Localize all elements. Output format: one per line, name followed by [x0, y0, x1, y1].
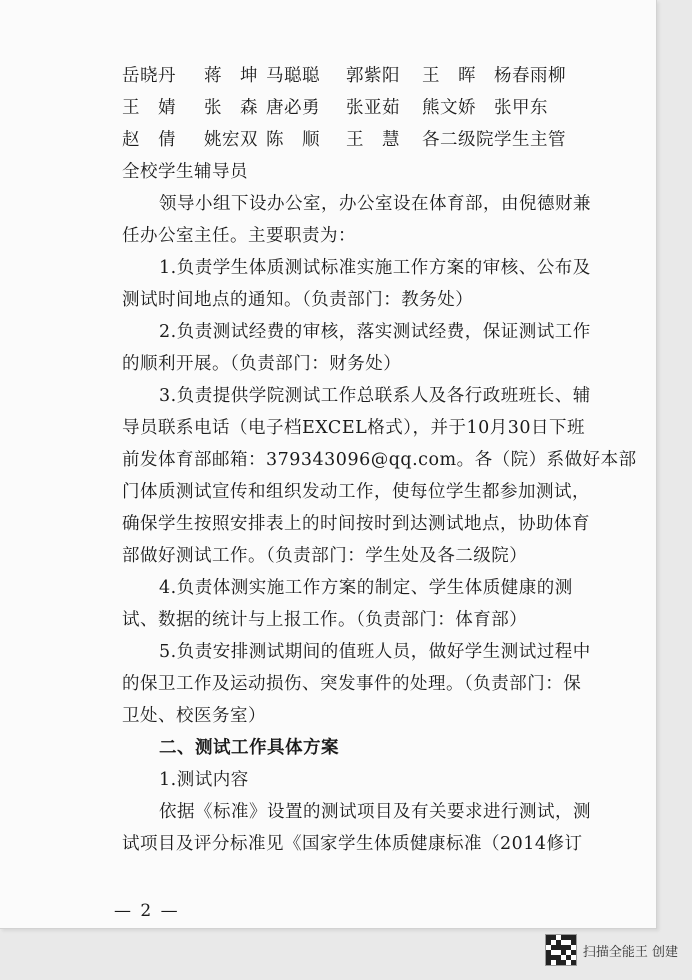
duty-3-line: 确保学生按照安排表上的时间按时到达测试地点，协助体育 — [122, 514, 590, 534]
name: 蒋 坤 — [204, 66, 258, 86]
name: 唐必勇 — [266, 98, 320, 118]
duty-3-line: 部做好测试工作。（负责部门：学生处及各二级院） — [122, 546, 528, 566]
name: 张甲东 — [494, 98, 548, 118]
section-heading: 二、测试工作具体方案 — [159, 738, 339, 758]
name: 熊文娇 — [422, 98, 476, 118]
name: 马聪聪 — [266, 66, 320, 86]
duty-3-line: 前发体育部邮箱：379343096@qq.com。各（院）系做好本部 — [122, 450, 637, 470]
name: 杨春雨柳 — [494, 66, 566, 86]
duty-3-line: 3.负责提供学院测试工作总联系人及各行政班班长、辅 — [159, 386, 591, 406]
name: 岳晓丹 — [122, 66, 176, 86]
name-row-3 — [122, 124, 622, 156]
duty-5-line: 5.负责安排测试期间的值班人员，做好学生测试过程中 — [159, 642, 591, 662]
name-row-1 — [122, 60, 622, 92]
name: 张亚茹 — [346, 98, 400, 118]
qr-code-icon — [545, 934, 577, 966]
duty-2-line: 的顺利开展。（负责部门：财务处） — [122, 354, 402, 374]
name: 王 婧 — [122, 98, 176, 118]
duty-1-line: 测试时间地点的通知。（负责部门：教务处） — [122, 290, 474, 310]
name: 姚宏双 — [204, 130, 258, 150]
paragraph-line: 领导小组下设办公室，办公室设在体育部，由倪德财兼 — [159, 194, 591, 214]
scanner-label: 扫描全能王 创建 — [582, 944, 678, 960]
duty-5-line: 的保卫工作及运动损伤、突发事件的处理。（负责部门：保 — [122, 674, 582, 694]
paragraph-line: 依据《标准》设置的测试项目及有关要求进行测试，测 — [159, 802, 591, 822]
paragraph-line: 任办公室主任。主要职责为： — [122, 226, 356, 246]
paragraph-line: 试项目及评分标准见《国家学生体质健康标准（2014修订 — [122, 834, 583, 854]
subheading: 1.测试内容 — [159, 770, 249, 790]
name-row-2 — [122, 92, 622, 124]
name: 赵 倩 — [122, 130, 176, 150]
duty-3-line: 门体质测试宣传和组织发动工作，使每位学生都参加测试， — [122, 482, 590, 502]
name: 张 森 — [204, 98, 258, 118]
duty-3-line: 导员联系电话（电子档EXCEL格式），并于10月30日下班 — [122, 418, 585, 438]
counselors-line: 全校学生辅导员 — [122, 162, 248, 182]
page-number: — 2 — — [114, 901, 180, 921]
duty-2-line: 2.负责测试经费的审核，落实测试经费，保证测试工作 — [159, 322, 591, 342]
duty-1-line: 1.负责学生体质测试标准实施工作方案的审核、公布及 — [159, 258, 591, 278]
duty-4-line: 4.负责体测实施工作方案的制定、学生体质健康的测 — [159, 578, 573, 598]
duty-5-line: 卫处、校医务室） — [122, 706, 266, 726]
name: 王 晖 — [422, 66, 476, 86]
duty-4-line: 试、数据的统计与上报工作。（负责部门：体育部） — [122, 610, 528, 630]
document-body — [122, 60, 637, 860]
scanner-watermark — [545, 934, 678, 966]
name: 陈 顺 — [266, 130, 320, 150]
name: 各二级院学生主管 — [422, 130, 566, 150]
name: 王 慧 — [346, 130, 400, 150]
name: 郭紫阳 — [346, 66, 400, 86]
